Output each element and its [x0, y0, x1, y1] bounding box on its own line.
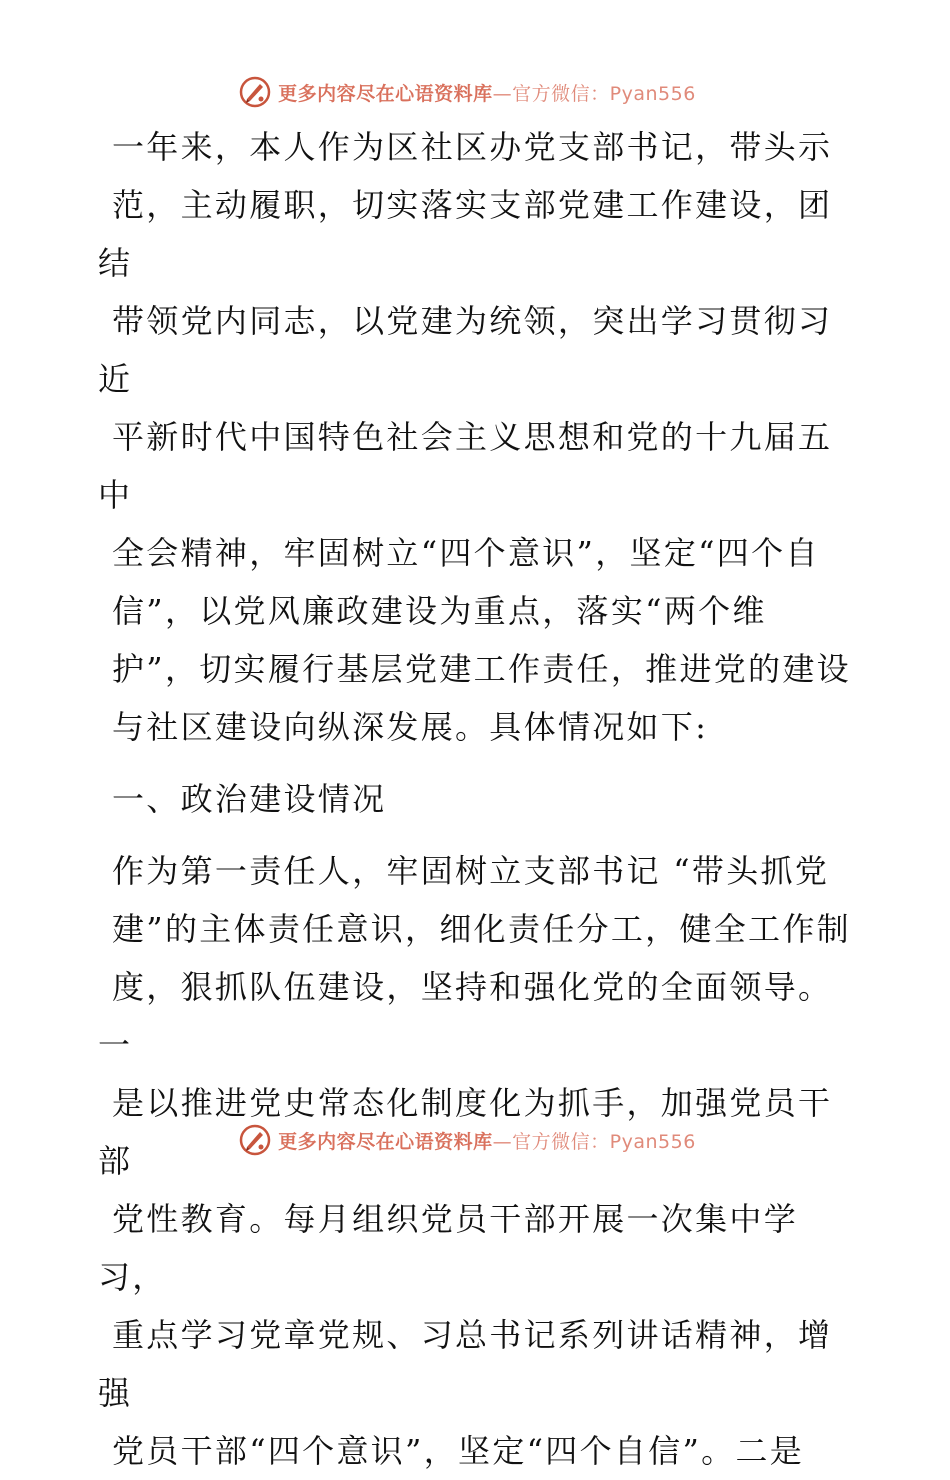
body-line: 作为第一责任人，牢固树立支部书记 “带头抓党 [112, 852, 830, 890]
intro-line: 护”，切实履行基层党建工作责任，推进党的建设 [112, 650, 851, 688]
body-line: 建”的主体责任意识，细化责任分工，健全工作制 [112, 910, 851, 948]
body-line: 度，狠抓队伍建设，坚持和强化党的全面领导。一 [98, 968, 833, 1064]
pen-circle-logo-icon [238, 1123, 272, 1157]
body-line: 是以推进党史常态化制度化为抓手，加强党员干部 [98, 1084, 833, 1180]
document-body [98, 118, 858, 1480]
body-line: 党员干部“四个意识”，坚定“四个自信”。二是 [112, 1432, 805, 1470]
intro-line: 与社区建设向纵深发展。具体情况如下: [112, 708, 709, 746]
footer-watermark-separator: — [492, 1130, 513, 1153]
intro-line: 范，主动履职，切实落实支部党建工作建设，团结 [98, 186, 833, 282]
intro-paragraph [98, 118, 858, 756]
header-watermark-banner [0, 72, 950, 112]
intro-line: 带领党内同志，以党建为统领，突出学习贯彻习近 [98, 302, 833, 398]
header-watermark-suffix: 官方微信：Pyan556 [512, 82, 696, 105]
footer-watermark-prefix: 更多内容尽在心语资料库 [278, 1130, 493, 1153]
pen-circle-logo-icon [238, 75, 272, 109]
header-watermark-separator: — [492, 82, 513, 105]
footer-watermark-banner [0, 1120, 950, 1160]
section-heading: 一、政治建设情况 [112, 780, 387, 818]
intro-line: 全会精神，牢固树立“四个意识”，坚定“四个自 [112, 534, 820, 572]
body-line: 党性教育。每月组织党员干部开展一次集中学习， [98, 1200, 799, 1296]
footer-watermark-text [278, 1127, 696, 1154]
body-paragraph [98, 842, 858, 1480]
intro-line: 信”，以党风廉政建设为重点，落实“两个维 [112, 592, 767, 630]
intro-line: 一年来，本人作为区社区办党支部书记，带头示 [112, 128, 833, 166]
header-watermark-text [278, 79, 696, 106]
header-watermark-prefix: 更多内容尽在心语资料库 [278, 82, 493, 105]
intro-line: 平新时代中国特色社会主义思想和党的十九届五中 [98, 418, 833, 514]
header-watermark-inner [238, 75, 696, 109]
footer-watermark-suffix: 官方微信：Pyan556 [512, 1130, 696, 1153]
body-line: 重点学习党章党规、习总书记系列讲话精神，增强 [98, 1316, 833, 1412]
footer-watermark-inner [238, 1123, 696, 1157]
